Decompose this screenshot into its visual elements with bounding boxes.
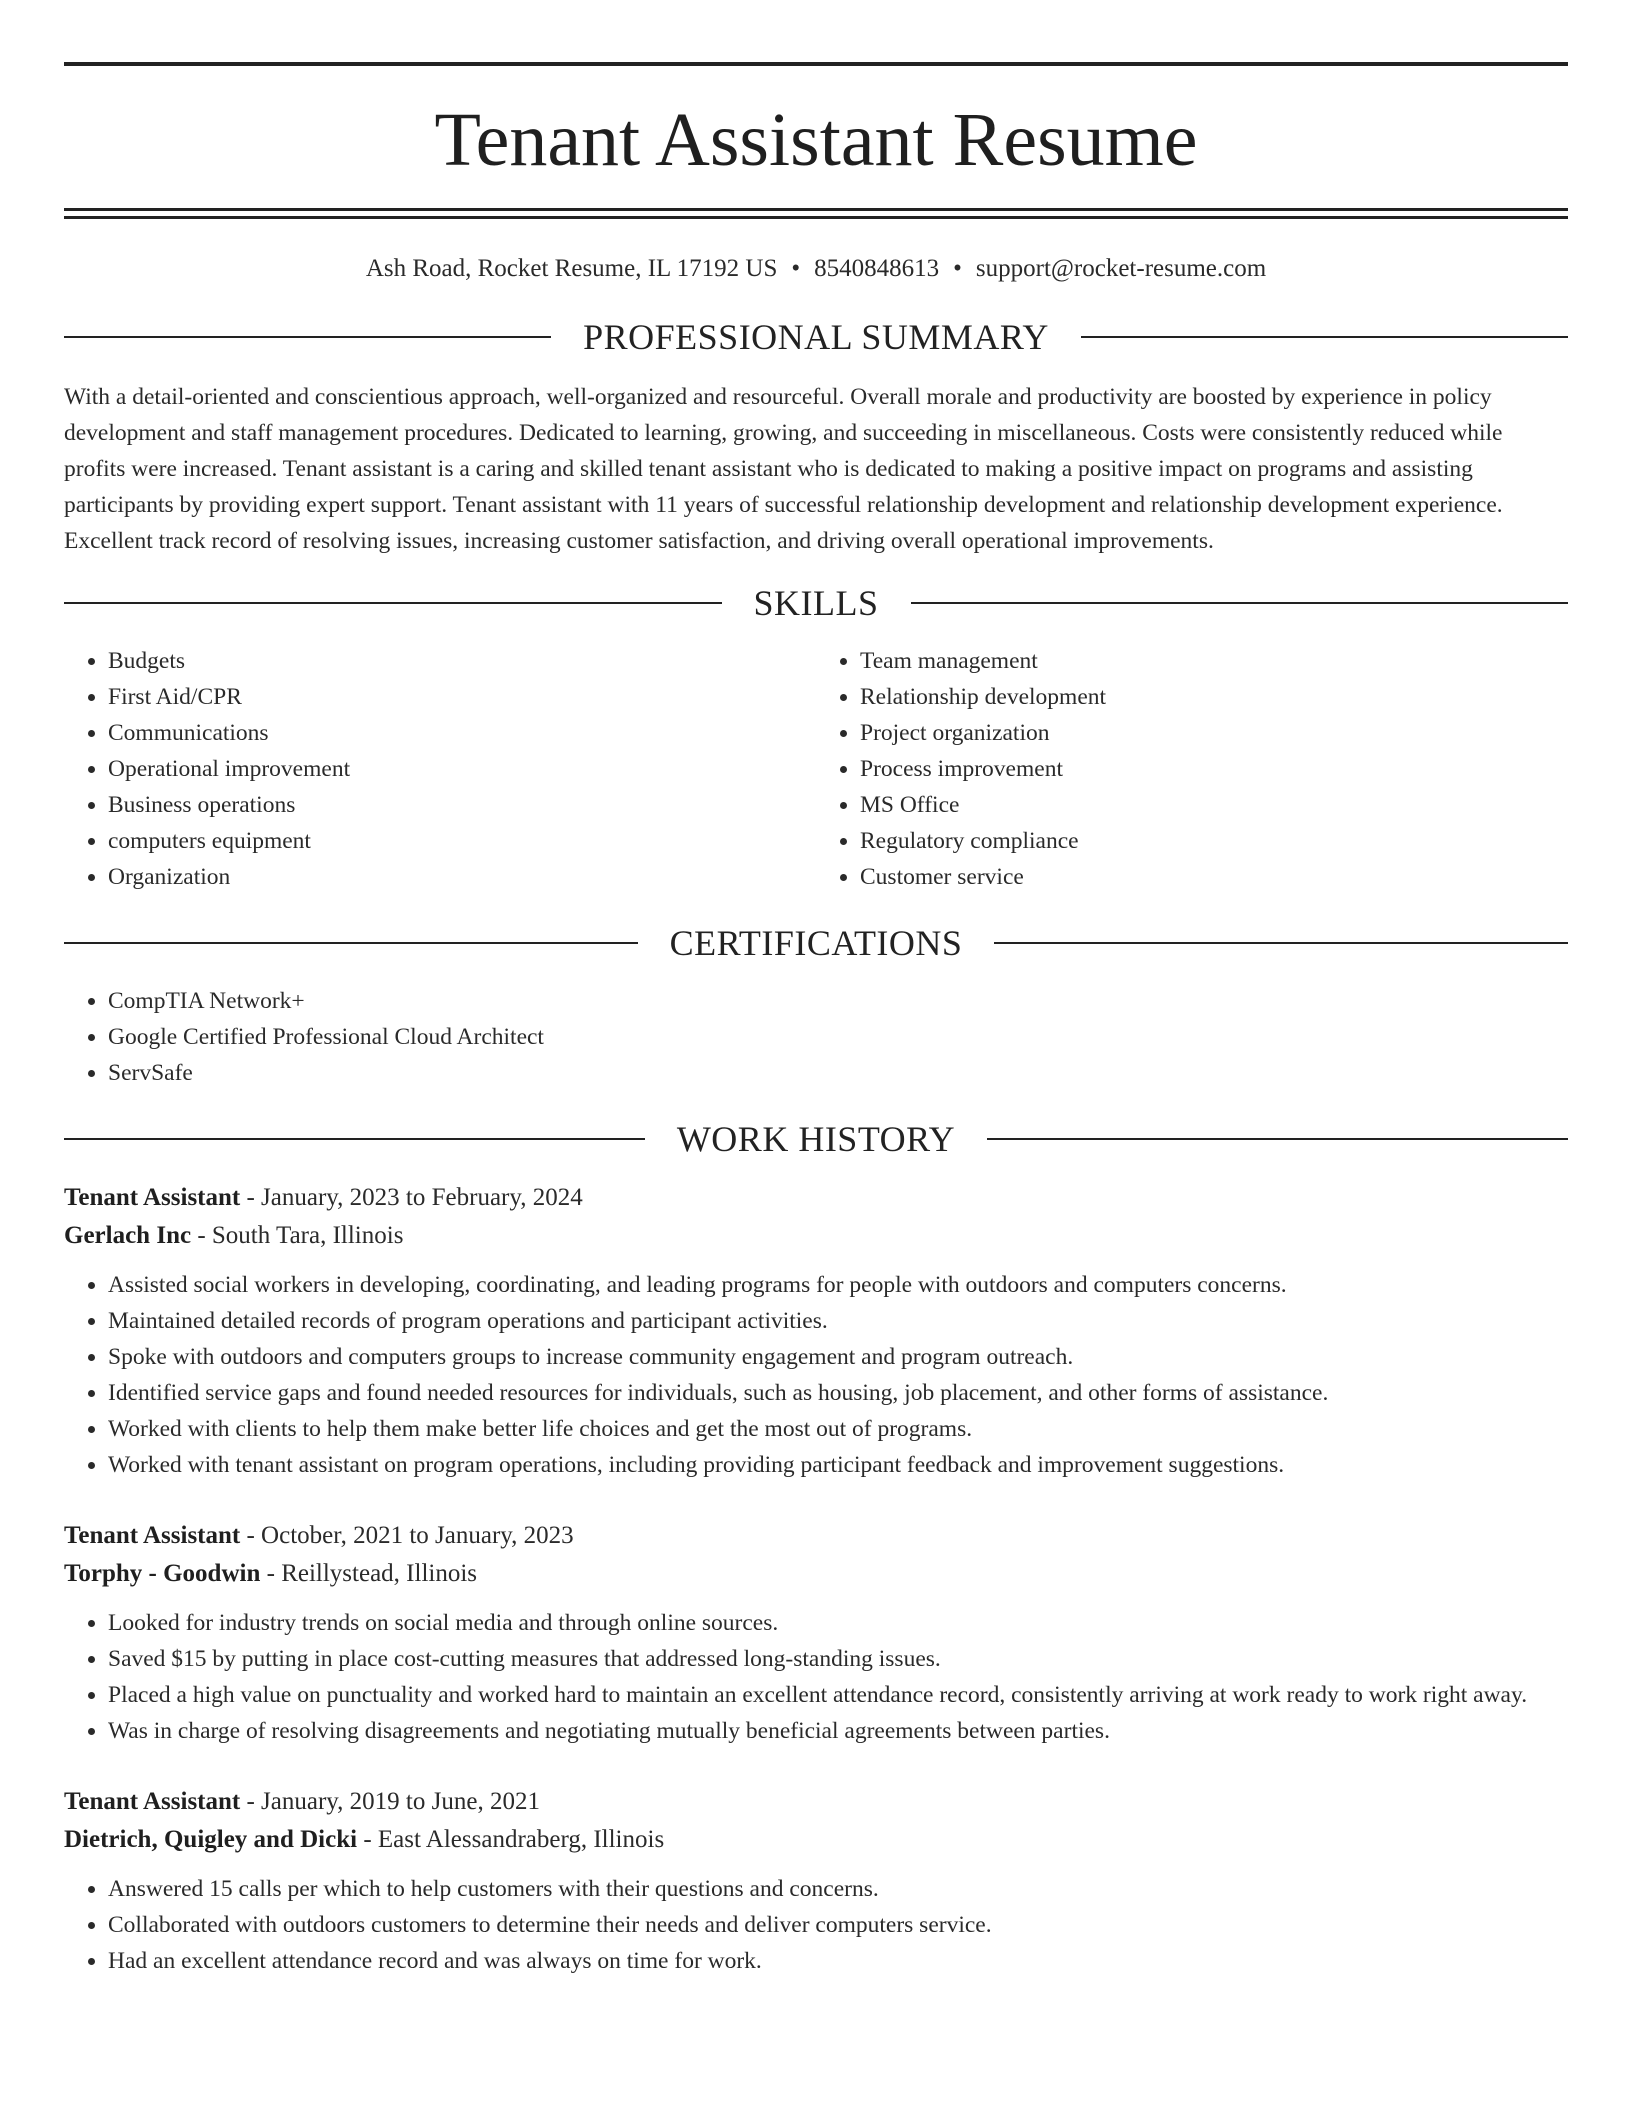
job-company: Dietrich, Quigley and Dicki bbox=[64, 1826, 358, 1853]
summary-text: With a detail-oriented and conscientious approach, well-organized and resourceful. Overall morale and productivity are boosted by experience in policy development and staff management procedures. Dedicated to learning, growing, and succeeding in miscellaneous. Costs were consistently reduced while profits were increased. Tenant assistant is a caring and skilled tenant assistant who is dedicated to making a positive impact on programs and assisting participants by providing expert support. Tenant assistant with 11 years of successful relationship development and relationship development experience. Excellent track record of resolving issues, increasing customer satisfaction, and driving overall operational improvements. bbox=[64, 384, 1503, 554]
contact-separator: • bbox=[791, 255, 801, 282]
job-title: Tenant Assistant bbox=[64, 1788, 241, 1815]
heading-rule bbox=[987, 1138, 1568, 1140]
job-bullets bbox=[64, 1871, 1568, 1979]
skill-item: • Customer service bbox=[860, 859, 1568, 895]
certification-item: • Google Certified Professional Cloud Architect bbox=[108, 1019, 1568, 1055]
job-bullets bbox=[64, 1267, 1568, 1483]
job-entry bbox=[64, 1783, 1568, 1979]
heading-rule bbox=[64, 602, 722, 604]
skill-item: • First Aid/CPR bbox=[108, 679, 816, 715]
job-bullet: • Maintained detailed records of program operations and participant activities. bbox=[108, 1303, 1568, 1339]
skill-item: • Organization bbox=[108, 859, 816, 895]
certifications-heading bbox=[64, 925, 1568, 961]
summary-heading-label: PROFESSIONAL SUMMARY bbox=[583, 317, 1049, 357]
job-company-line bbox=[64, 1555, 1568, 1593]
contact-address: Ash Road, Rocket Resume, IL 17192 US bbox=[365, 255, 778, 282]
skill-item: • Regulatory compliance bbox=[860, 823, 1568, 859]
job-bullet: • Worked with tenant assistant on program operations, including providing participant feedback and improvement suggestions. bbox=[108, 1447, 1568, 1483]
summary-heading bbox=[64, 319, 1568, 355]
work-history-heading-label: WORK HISTORY bbox=[676, 1119, 956, 1159]
job-dates: - January, 2023 to February, 2024 bbox=[240, 1184, 583, 1211]
heading-rule bbox=[64, 942, 638, 944]
contact-email: support@rocket-resume.com bbox=[975, 255, 1267, 282]
job-title-line bbox=[64, 1179, 1568, 1217]
job-title: Tenant Assistant bbox=[64, 1184, 241, 1211]
job-dates: - October, 2021 to January, 2023 bbox=[240, 1522, 574, 1549]
job-company-line bbox=[64, 1821, 1568, 1859]
top-rule bbox=[64, 62, 1568, 66]
job-title-line bbox=[64, 1783, 1568, 1821]
skills-heading bbox=[64, 585, 1568, 621]
work-history-heading bbox=[64, 1121, 1568, 1157]
heading-rule bbox=[64, 1138, 645, 1140]
job-bullet: • Answered 15 calls per which to help customers with their questions and concerns. bbox=[108, 1871, 1568, 1907]
job-company: Gerlach Inc bbox=[64, 1222, 192, 1249]
resume-page bbox=[64, 0, 1568, 1979]
page-title: Tenant Assistant Resume bbox=[434, 98, 1198, 182]
job-bullet: • Placed a high value on punctuality and worked hard to maintain an excellent attendance record, consistently arriving at work ready to work right away. bbox=[108, 1677, 1568, 1713]
skills-list-right bbox=[816, 643, 1568, 895]
skill-item: • Team management bbox=[860, 643, 1568, 679]
job-bullet: • Worked with clients to help them make better life choices and get the most out of programs. bbox=[108, 1411, 1568, 1447]
job-location: - South Tara, Illinois bbox=[191, 1222, 404, 1249]
certifications-list bbox=[64, 983, 1568, 1091]
job-location: - East Alessandraberg, Illinois bbox=[357, 1826, 665, 1853]
heading-rule bbox=[64, 336, 551, 338]
contact-phone: 8540848613 bbox=[814, 255, 940, 282]
skills-heading-label: SKILLS bbox=[753, 583, 879, 623]
heading-rule bbox=[994, 942, 1568, 944]
certification-item: • ServSafe bbox=[108, 1055, 1568, 1091]
job-dates: - January, 2019 to June, 2021 bbox=[240, 1788, 540, 1815]
job-entry bbox=[64, 1179, 1568, 1483]
skill-item: • computers equipment bbox=[108, 823, 816, 859]
skill-item: • Relationship development bbox=[860, 679, 1568, 715]
contact-separator: • bbox=[953, 255, 962, 282]
heading-rule bbox=[911, 602, 1569, 604]
skill-item: • Budgets bbox=[108, 643, 816, 679]
job-company-line bbox=[64, 1217, 1568, 1255]
title-double-rule bbox=[64, 208, 1568, 219]
skill-item: • Operational improvement bbox=[108, 751, 816, 787]
skill-item: • Business operations bbox=[108, 787, 816, 823]
job-bullets bbox=[64, 1605, 1568, 1749]
job-bullet: • Assisted social workers in developing, coordinating, and leading programs for people with outdoors and computers concerns. bbox=[108, 1267, 1568, 1303]
job-bullet: • Looked for industry trends on social media and through online sources. bbox=[108, 1605, 1568, 1641]
job-entry bbox=[64, 1517, 1568, 1749]
job-bullet: • Identified service gaps and found needed resources for individuals, such as housing, job placement, and other forms of assistance. bbox=[108, 1375, 1568, 1411]
job-location: - Reillystead, Illinois bbox=[260, 1560, 478, 1587]
job-title: Tenant Assistant bbox=[64, 1522, 241, 1549]
job-company: Torphy - Goodwin bbox=[64, 1560, 261, 1587]
heading-rule bbox=[1081, 336, 1568, 338]
contact-line bbox=[64, 255, 1568, 283]
job-bullet: • Spoke with outdoors and computers groups to increase community engagement and program outreach. bbox=[108, 1339, 1568, 1375]
job-title-line bbox=[64, 1517, 1568, 1555]
skill-item: • Communications bbox=[108, 715, 816, 751]
skill-item: • Process improvement bbox=[860, 751, 1568, 787]
skill-item: • MS Office bbox=[860, 787, 1568, 823]
certification-item: • CompTIA Network+ bbox=[108, 983, 1568, 1019]
job-bullet: • Saved $15 by putting in place cost-cutting measures that addressed long-standing issues. bbox=[108, 1641, 1568, 1677]
job-bullet: • Was in charge of resolving disagreements and negotiating mutually beneficial agreements between parties. bbox=[108, 1713, 1568, 1749]
certifications-heading-label: CERTIFICATIONS bbox=[669, 923, 963, 963]
skills-list-left bbox=[64, 643, 816, 895]
job-bullet: • Collaborated with outdoors customers to determine their needs and deliver computers service. bbox=[108, 1907, 1568, 1943]
job-bullet: • Had an excellent attendance record and was always on time for work. bbox=[108, 1943, 1568, 1979]
skills-columns bbox=[64, 643, 1568, 895]
skill-item: • Project organization bbox=[860, 715, 1568, 751]
